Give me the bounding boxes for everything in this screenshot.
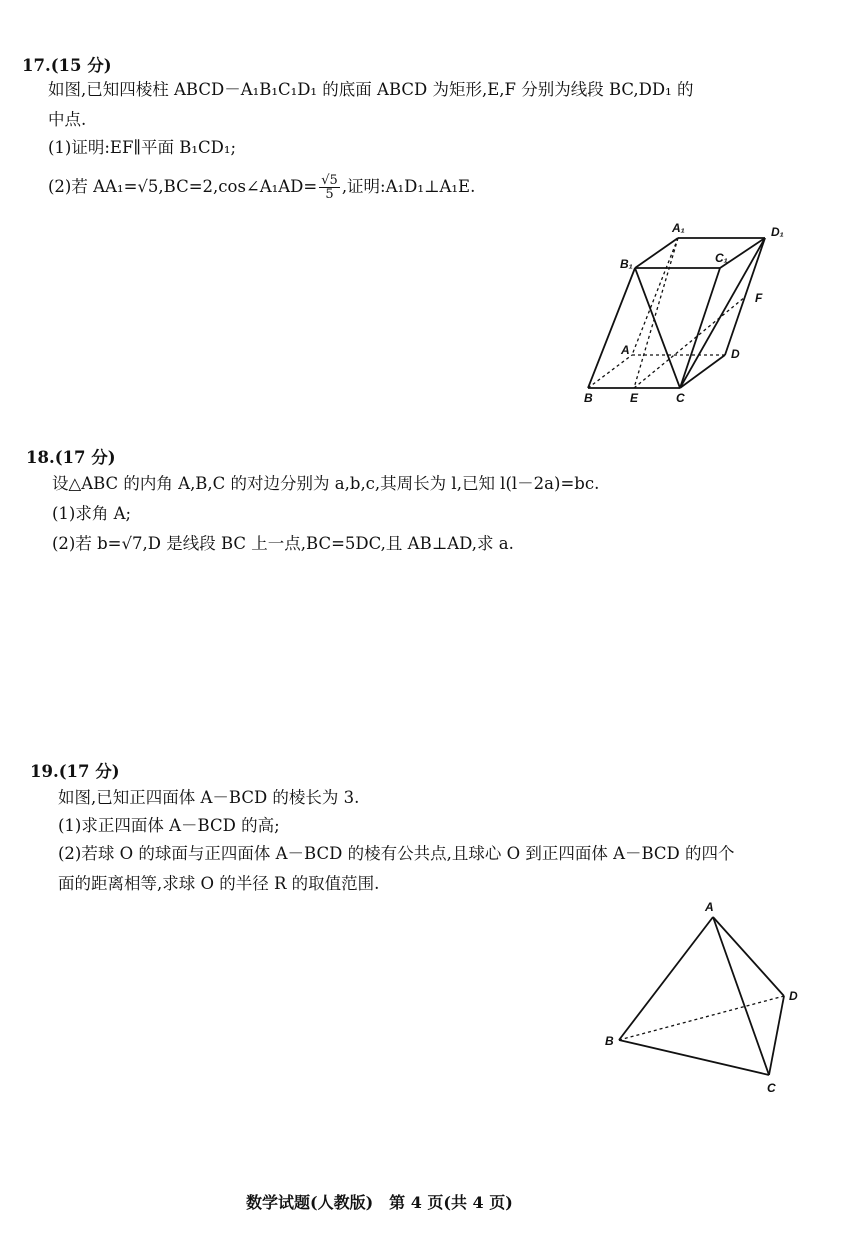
- label-D: D: [731, 347, 740, 361]
- q19-header: 19.(17 分): [30, 762, 120, 781]
- q19-tetrahedron-figure: [595, 895, 815, 1100]
- fraction-denominator: 5: [325, 187, 334, 202]
- label-C: C: [676, 391, 685, 405]
- label-A: A: [621, 343, 630, 357]
- q17-prism-figure: [575, 220, 805, 410]
- label-B: B: [605, 1034, 614, 1048]
- q19-stem: 如图,已知正四面体 A－BCD 的棱长为 3.: [58, 788, 360, 807]
- q17-part1: (1)证明:EF∥平面 B₁CD₁;: [48, 138, 237, 157]
- q19-part2-line1: (2)若球 O 的球面与正四面体 A－BCD 的棱有公共点,且球心 O 到正四面体 A－BCD 的四个: [58, 844, 735, 863]
- q17-part2-after: ,证明:A₁D₁⊥A₁E.: [341, 177, 476, 196]
- label-C1: C₁: [715, 251, 728, 265]
- label-D1: D₁: [771, 225, 784, 239]
- label-D: D: [789, 989, 798, 1003]
- q18-part1: (1)求角 A;: [52, 504, 132, 523]
- q17-header: 17.(15 分): [22, 56, 112, 75]
- q18-header: 18.(17 分): [26, 448, 116, 467]
- label-A: A: [705, 900, 714, 914]
- label-F: F: [755, 291, 763, 305]
- q18-part2: (2)若 b=√7,D 是线段 BC 上一点,BC=5DC,且 AB⊥AD,求 a.: [52, 534, 514, 553]
- q18-stem: 设△ABC 的内角 A,B,C 的对边分别为 a,b,c,其周长为 l,已知 l(l－2a)=bc.: [52, 474, 600, 493]
- page-footer: 数学试题(人教版) 第 4 页(共 4 页): [246, 1193, 513, 1212]
- q17-part2-before: (2)若 AA₁=√5,BC=2,cos∠A₁AD=: [48, 177, 318, 196]
- q17-stem-line1: 如图,已知四棱柱 ABCD－A₁B₁C₁D₁ 的底面 ABCD 为矩形,E,F 分别为线段 BC,DD₁ 的: [48, 80, 694, 99]
- q19-part2-line2: 面的距离相等,求球 O 的半径 R 的取值范围.: [58, 874, 380, 893]
- q19-part1: (1)求正四面体 A－BCD 的高;: [58, 816, 280, 835]
- fraction-numerator: √5: [321, 173, 338, 188]
- label-C: C: [767, 1081, 776, 1095]
- label-B1: B₁: [620, 257, 633, 271]
- label-E: E: [630, 391, 639, 405]
- q17-stem-line2: 中点.: [48, 110, 87, 129]
- q17-part2-fraction: [319, 174, 340, 201]
- q17-part2: [48, 174, 475, 201]
- label-B: B: [584, 391, 593, 405]
- label-A1: A₁: [672, 221, 685, 235]
